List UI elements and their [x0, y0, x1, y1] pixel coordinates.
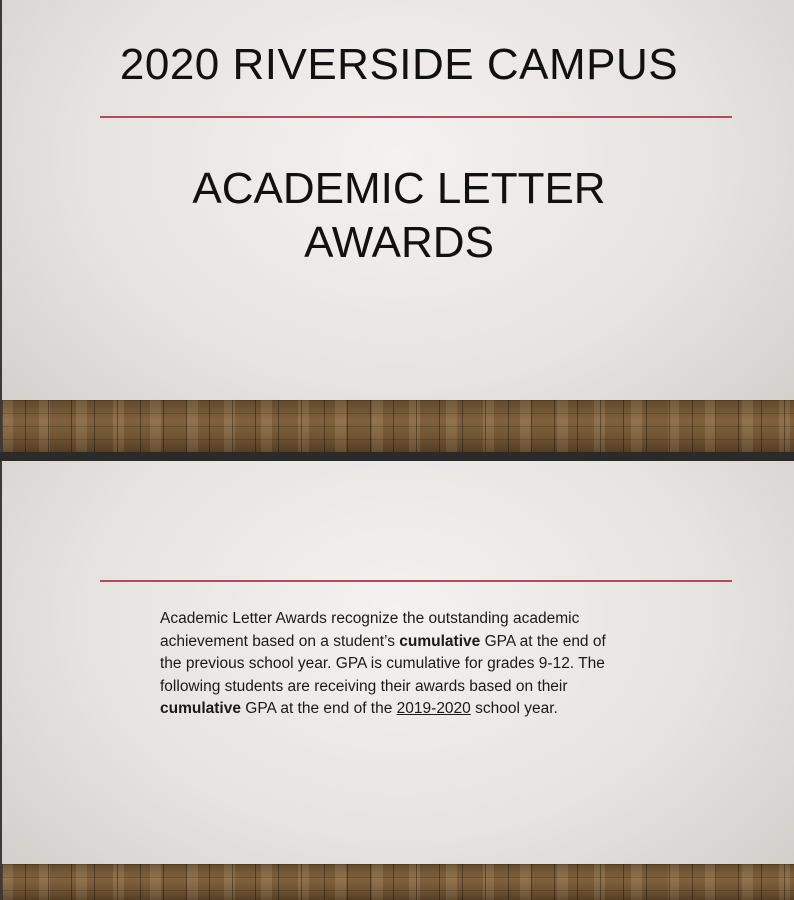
slide-title: 2020 RIVERSIDE CAMPUS: [119, 40, 679, 89]
title-divider: [100, 116, 732, 118]
body-text-part-1: Academic Letter Awards recognize the outstanding academic achievement based on a student’s: [160, 610, 580, 650]
slide-subtitle: [2, 162, 794, 270]
description-paragraph: [160, 608, 630, 721]
body-text-part-2: GPA at the end of the previous school year. GPA is cumulative for grades 9-12. The following students are receiving their awards based on their: [160, 632, 606, 695]
subtitle-line-2: AWARDS: [304, 218, 494, 267]
wood-floor: [2, 864, 794, 900]
body-text-part-4: school year.: [470, 700, 558, 717]
body-text-part-3: GPA at the end of the: [240, 700, 397, 717]
body-bold-cumulative-2: cumulative: [160, 700, 241, 717]
body-school-year: 2019-2020: [396, 700, 471, 717]
wood-floor: [2, 400, 794, 452]
body-bold-cumulative-1: cumulative: [399, 632, 481, 650]
subtitle-line-1: ACADEMIC LETTER: [192, 164, 606, 213]
description-slide: [0, 461, 794, 900]
content-divider: [100, 580, 732, 582]
